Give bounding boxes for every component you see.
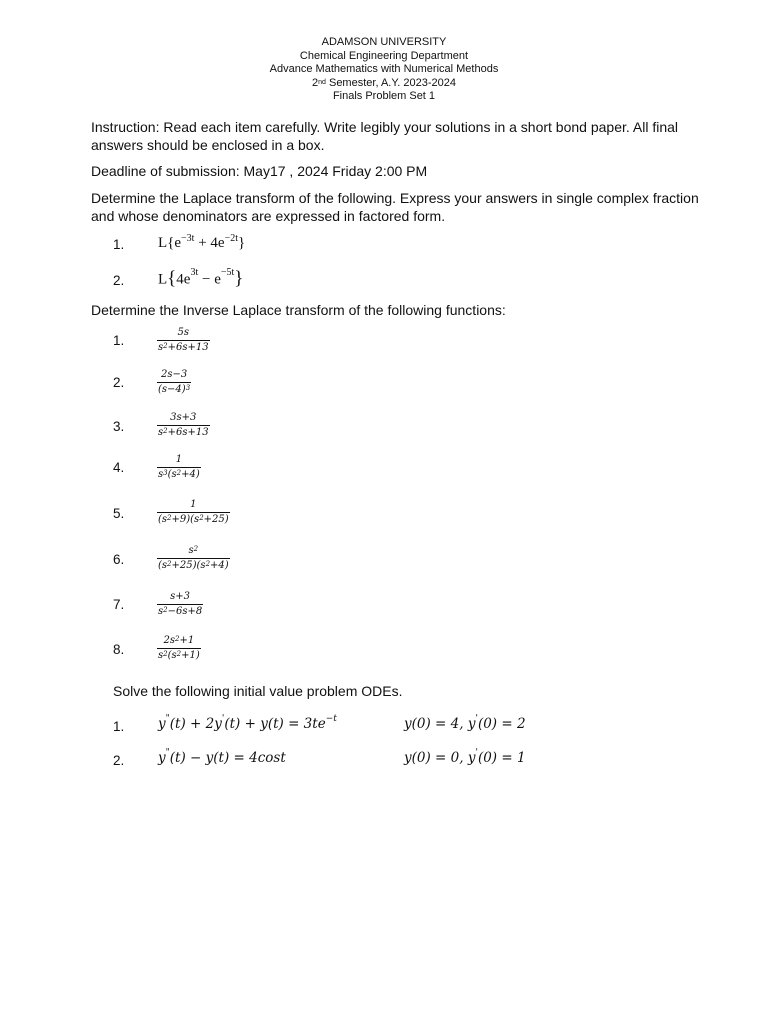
inverse-item-number: 6. (113, 552, 125, 567)
laplace-item-expression: $L\{4e^{3t} - e^{-5t}\}$ (158, 267, 244, 289)
inverse-item-number: 8. (113, 642, 125, 657)
inverse-item-number: 3. (113, 419, 125, 434)
fraction-expression: $\frac{2s^2+1}{s^2(s^2+1)}$ (158, 635, 200, 661)
fraction-expression: $\frac{1}{s^3(s^2+4)}$ (158, 454, 200, 480)
laplace-item-number: 1. (113, 237, 125, 252)
initial-conditions: y(0) = 4, y'(0) = 2 (404, 714, 526, 732)
fraction-expression: $\frac{s^2}{(s^2+25)(s^2+4)}$ (158, 545, 229, 571)
deadline-text: Deadline of submission: May17 , 2024 Friday 2:00 PM (91, 163, 428, 179)
inverse-item-number: 1. (113, 333, 125, 348)
semester-line: 2nd Semester, A.Y. 2023-2024 (312, 76, 456, 89)
ivp-item-number: 1. (113, 719, 125, 734)
laplace-item-expression: $L\{e^{-3t} + 4e^{-2t}\}$ (158, 233, 246, 251)
ivp-prompt: Solve the following initial value problem ODEs. (113, 683, 403, 699)
inverse-item-number: 7. (113, 597, 125, 612)
problem-set-title: Finals Problem Set 1 (332, 90, 436, 103)
initial-conditions: y(0) = 0, y'(0) = 1 (404, 748, 526, 766)
fraction-expression: $\frac{2s-3}{(s-4)^3}$ (158, 369, 191, 395)
inverse-prompt: Determine the Inverse Laplace transform of the following functions: (91, 302, 506, 318)
instruction-text: Instruction: Read each item carefully. Write legibly your solutions in a short bond paper. All final answers should be enclosed in a box. (91, 119, 679, 153)
department-name: Chemical Engineering Department (299, 49, 469, 62)
laplace-prompt: Determine the Laplace transform of the following. Express your answers in single complex fraction and whose denominators are expressed in factored form. (91, 190, 699, 224)
document-header (0, 36, 768, 104)
course-title: Advance Mathematics with Numerical Methods (269, 63, 499, 76)
fraction-expression: $\frac{3s+3}{s^2+6s+13}$ (158, 412, 209, 438)
ivp-item-number: 2. (113, 753, 125, 768)
laplace-item-number: 2. (113, 273, 125, 288)
fraction-expression: $\frac{5s}{s^2+6s+13}$ (158, 327, 209, 353)
inverse-item-number: 4. (113, 460, 125, 475)
fraction-expression: $\frac{s+3}{s^2-6s+8}$ (158, 591, 203, 617)
fraction-expression: $\frac{1}{(s^2+9)(s^2+25)}$ (158, 499, 229, 525)
inverse-item-number: 2. (113, 375, 125, 390)
inverse-item-number: 5. (113, 506, 125, 521)
ode-equation: $y^"(t) + 2y'(t) + y(t) = 3te^{-t}$ (158, 714, 337, 732)
university-name: ADAMSON UNIVERSITY (321, 36, 447, 48)
ode-equation: y"(t) − y(t) = 4cost (158, 748, 286, 766)
